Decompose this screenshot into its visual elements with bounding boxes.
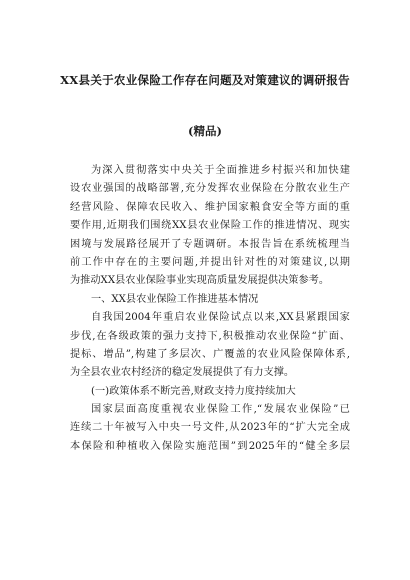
body-line: 步伐,在各级政策的强力支持下,积极推动农业保险“扩面、 — [70, 330, 350, 342]
body-line: 提标、增品”,构建了多层次、广覆盖的农业风险保障体系, — [70, 348, 350, 360]
body-line: 自我国2004年重启农业保险试点以来,XX县紧跟国家 — [91, 312, 350, 324]
body-line: 要作用,近期我们围绕XX县农业保险工作的推进情况、现实 — [70, 220, 350, 232]
document-subtitle: (精品) — [188, 124, 222, 138]
body-line: 经营风险、保障农民收入、维护国家粮食安全等方面的重 — [70, 201, 350, 213]
body-line: 国家层面高度重视农业保险工作,“发展农业保险”已 — [91, 404, 350, 416]
body-line: 为全县农业农村经济的稳定发展提供了有力支撑。 — [70, 367, 295, 379]
document-title: XX县关于农业保险工作存在问题及对策建议的调研报告 — [60, 73, 350, 87]
document-body — [70, 162, 350, 456]
body-line: 本保险和种植收入保险实施范围”到2025年的“健全多层 — [70, 440, 350, 452]
body-line: (一)政策体系不断完善,财政支持力度持续加大 — [91, 385, 296, 397]
body-line: 前工作中存在的主要问题,并提出针对性的对策建议,以期 — [70, 256, 350, 268]
body-line: 为推动XX县农业保险事业实现高质量发展提供决策参考。 — [70, 275, 330, 287]
body-line: 连续二十年被写入中央一号文件,从2023年的“扩大完全成 — [70, 422, 350, 434]
body-line: 为深入贯彻落实中央关于全面推进乡村振兴和加快建 — [91, 165, 350, 176]
body-line: 困境与发展路径展开了专题调研。本报告旨在系统梳理当 — [70, 238, 350, 250]
body-line: 设农业强国的战略部署,充分发挥农业保险在分散农业生产 — [70, 183, 350, 195]
body-line: 一、XX县农业保险工作推进基本情况 — [91, 293, 259, 305]
